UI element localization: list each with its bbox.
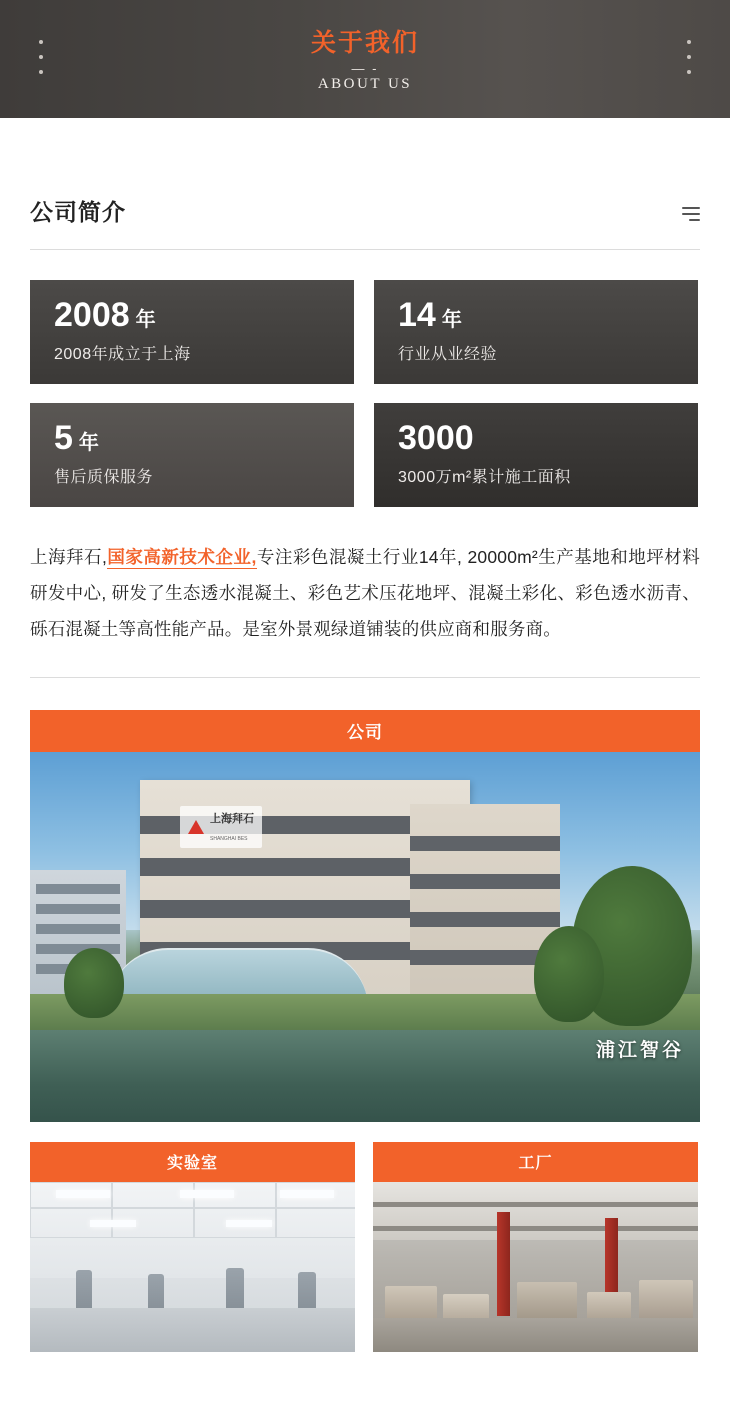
stat-value: 3000 [398, 419, 474, 457]
logo-text: 上海拜石 [210, 813, 254, 825]
stat-card [374, 403, 698, 507]
stat-unit: 年 [78, 432, 99, 454]
gallery-card-label: 实验室 [30, 1142, 355, 1182]
intro-part2: 专注彩色混凝土行业14年, 20000m²生产基地和地坪材料研发中心, 研发了生态透水混凝土、彩色艺术压花地坪、混凝土彩化、彩色透水沥青、砾石混凝土等高性能产品。是室外景观绿道铺装的供应商和服务商。 [30, 547, 700, 639]
stat-card [30, 280, 354, 384]
menu-line [682, 213, 700, 215]
stat-unit: 年 [441, 309, 462, 331]
dot [687, 70, 691, 74]
logo-subtext: SHANGHAI BES [210, 836, 248, 842]
menu-line [682, 207, 700, 209]
gallery-card-factory[interactable] [373, 1142, 698, 1352]
factory-ceiling [373, 1182, 698, 1240]
page-subtitle: ABOUT US [317, 75, 413, 92]
tree [64, 948, 124, 1018]
stat-number [398, 298, 674, 334]
dot [39, 70, 43, 74]
page-title: 关于我们 [310, 28, 419, 57]
factory-floor [373, 1318, 698, 1352]
section-title: 公司简介 [30, 199, 126, 225]
gallery-card-label: 公司 [30, 710, 700, 752]
stat-number [54, 298, 330, 334]
intro-highlight-link[interactable]: 国家高新技术企业, [107, 547, 257, 567]
stat-number [398, 421, 674, 457]
menu-line [689, 219, 700, 221]
gallery-row-secondary [30, 1142, 700, 1352]
stat-unit: 年 [135, 309, 156, 331]
photo-gallery [30, 710, 700, 1352]
stat-card [30, 403, 354, 507]
gallery-card-lab[interactable] [30, 1142, 355, 1352]
gallery-card-label: 工厂 [373, 1142, 698, 1182]
intro-part1: 上海拜石, [30, 547, 108, 567]
factory-pillar [497, 1212, 510, 1316]
vertical-dots-icon-left[interactable] [38, 40, 44, 74]
dot [687, 55, 691, 59]
stat-value: 2008 [54, 296, 130, 334]
dot [687, 40, 691, 44]
company-intro-paragraph [30, 539, 700, 647]
stat-description: 2008年成立于上海 [54, 345, 191, 363]
dot [39, 40, 43, 44]
stats-grid [30, 280, 700, 507]
lab-bench [30, 1308, 355, 1352]
stat-description: 售后质保服务 [54, 468, 154, 486]
stat-value: 14 [398, 296, 436, 334]
gallery-card-company[interactable] [30, 710, 700, 1122]
laboratory-photo [30, 1182, 355, 1352]
section-header [30, 118, 700, 250]
tree [534, 926, 604, 1022]
company-logo-sign [180, 806, 262, 848]
page-header [0, 0, 730, 118]
stat-description: 3000万m²累计施工面积 [398, 468, 571, 486]
ceiling [30, 1182, 355, 1278]
hamburger-icon[interactable] [682, 207, 700, 227]
stat-card [374, 280, 698, 384]
dot [39, 55, 43, 59]
stat-description: 行业从业经验 [398, 345, 498, 363]
stat-value: 5 [54, 419, 73, 457]
vertical-dots-icon-right[interactable] [686, 40, 692, 74]
title-divider: — - [351, 60, 379, 76]
company-building-photo [30, 752, 700, 1122]
factory-photo [373, 1182, 698, 1352]
logo-mark-icon [188, 820, 204, 834]
divider [30, 677, 700, 678]
photo-watermark: 浦江智谷 [595, 1040, 684, 1061]
stat-number [54, 421, 330, 457]
